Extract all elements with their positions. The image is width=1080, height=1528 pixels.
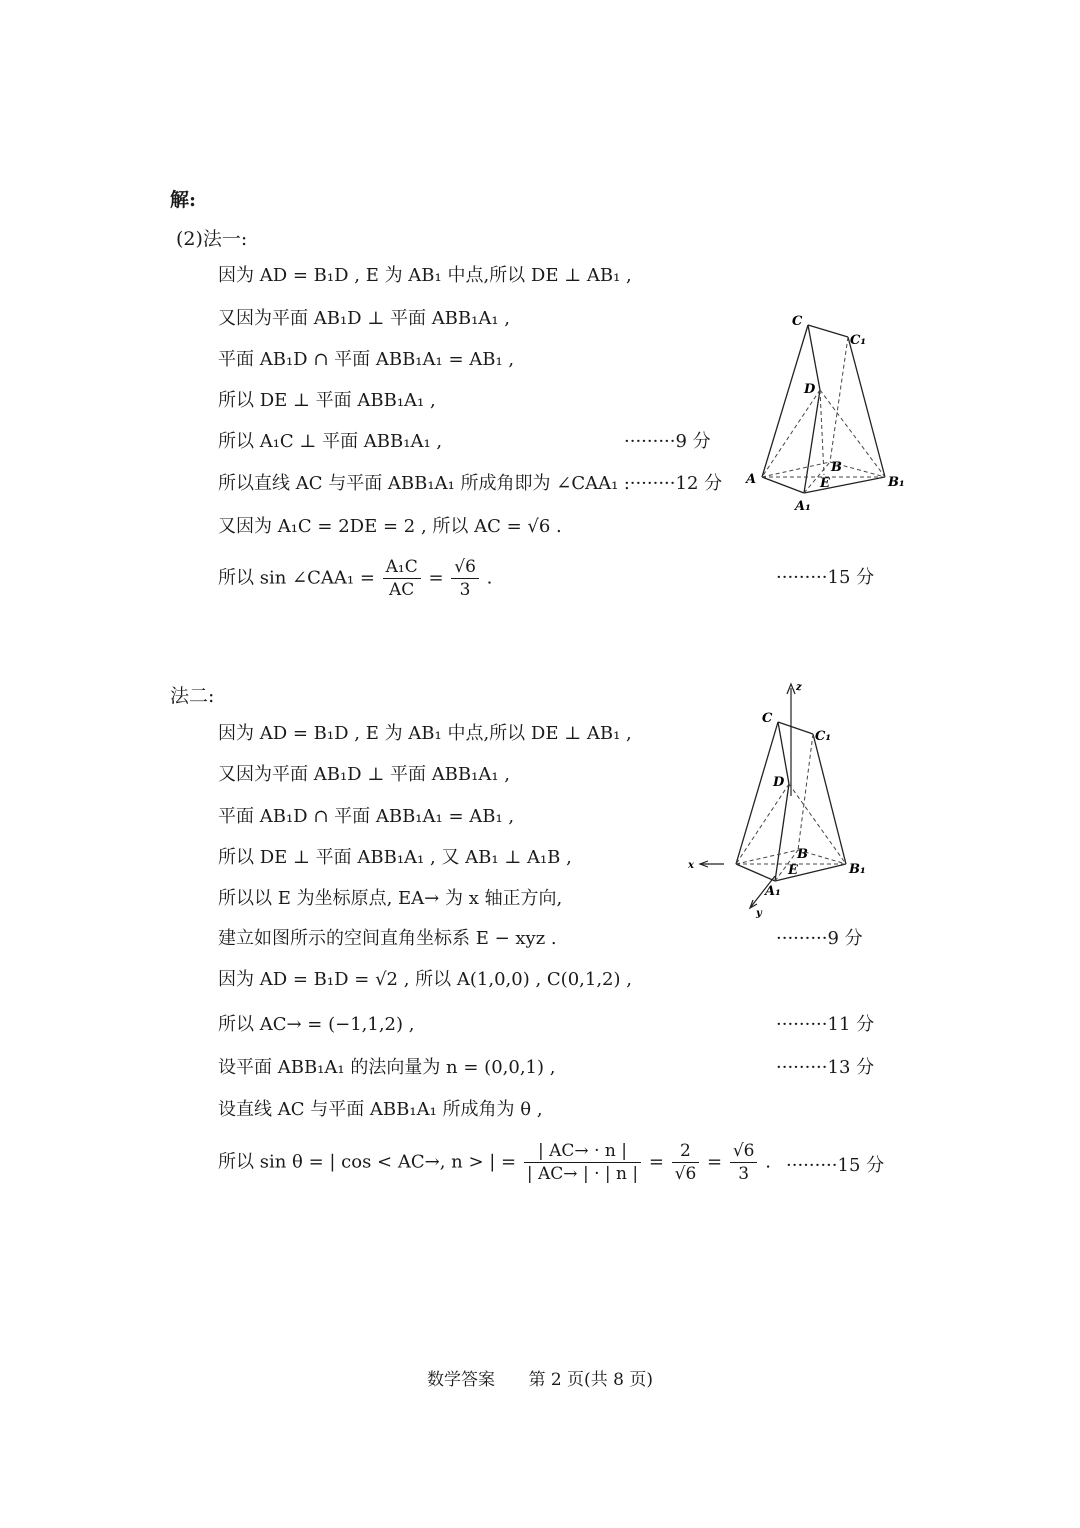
- m2-frac3-den: 3: [738, 1164, 750, 1184]
- m1-score-15: ·········15 分: [776, 567, 875, 588]
- m2-score-11: ·········11 分: [776, 1014, 875, 1035]
- fig2-label-z: z: [796, 682, 802, 693]
- m2-line-4: 所以 DE ⊥ 平面 ABB₁A₁ , 又 AB₁ ⊥ A₁B ,: [218, 847, 572, 868]
- m2-frac2-den: √6: [674, 1164, 697, 1184]
- m2-fraction-3: [730, 1140, 758, 1185]
- page-footer: [0, 1365, 1080, 1390]
- m2-eq2: =: [701, 1151, 728, 1173]
- method2-heading: 法二:: [170, 685, 215, 707]
- m2-fraction-1: [524, 1140, 641, 1185]
- fig2-label-d: D: [773, 775, 785, 790]
- m1-frac1-num: A₁C: [383, 556, 421, 579]
- fig2-label-a1: A₁: [765, 884, 781, 899]
- m1-frac1-den: AC: [389, 580, 415, 600]
- m1-fraction-1: [383, 556, 421, 601]
- m1-line-3: 平面 AB₁D ∩ 平面 ABB₁A₁ = AB₁ ,: [218, 349, 515, 370]
- m2-frac3-num: √6: [730, 1140, 758, 1163]
- m2-line-8: 所以 AC→ = (−1,1,2) ,: [218, 1014, 415, 1035]
- figure-prism-1: [740, 305, 920, 520]
- fig2-label-c1: C₁: [815, 729, 832, 744]
- m1-line-2: 又因为平面 AB₁D ⊥ 平面 ABB₁A₁ ,: [218, 308, 511, 329]
- m2-line-3: 平面 AB₁D ∩ 平面 ABB₁A₁ = AB₁ ,: [218, 806, 515, 827]
- m2-score-15: ·········15 分: [786, 1155, 885, 1176]
- fig1-label-a1: A₁: [795, 499, 811, 514]
- fig1-label-b: B: [831, 460, 842, 475]
- m1-frac2-den: 3: [459, 580, 471, 600]
- m2-score-9: ·········9 分: [776, 928, 863, 949]
- m2-line-9: 设平面 ABB₁A₁ 的法向量为 n = (0,0,1) ,: [218, 1057, 556, 1078]
- fig2-label-e: E: [788, 863, 798, 878]
- m2-line-5: 所以以 E 为坐标原点, EA→ 为 x 轴正方向,: [218, 888, 563, 909]
- m1-line-5: 所以 A₁C ⊥ 平面 ABB₁A₁ ,: [218, 431, 443, 452]
- fig2-label-c: C: [762, 711, 773, 726]
- m1-sin-prefix: 所以 sin ∠CAA₁ =: [218, 567, 381, 589]
- fig1-label-c1: C₁: [850, 333, 867, 348]
- fig1-label-d: D: [804, 382, 816, 397]
- footer-page-number: 第 2 页(共 8 页): [528, 1370, 653, 1390]
- m1-fraction-2: [451, 556, 479, 601]
- m2-frac1-num: | AC→ · n |: [524, 1140, 641, 1163]
- m2-suffix: .: [759, 1151, 771, 1173]
- m1-line-8: [218, 556, 492, 601]
- m1-line-7: 又因为 A₁C = 2DE = 2 , 所以 AC = √6 .: [218, 516, 562, 537]
- m2-frac2-num: 2: [672, 1140, 700, 1163]
- figure-prism-2: [680, 676, 880, 921]
- m2-line-2: 又因为平面 AB₁D ⊥ 平面 ABB₁A₁ ,: [218, 764, 511, 785]
- part-label: (2)法一:: [176, 228, 248, 250]
- m2-line-10: 设直线 AC 与平面 ABB₁A₁ 所成角为 θ ,: [218, 1099, 543, 1120]
- m1-line-6: 所以直线 AC 与平面 ABB₁A₁ 所成角即为 ∠CAA₁ .: [218, 473, 630, 494]
- m2-fraction-2: [672, 1140, 700, 1185]
- footer-subject: 数学答案: [427, 1370, 496, 1390]
- m2-score-13: ·········13 分: [776, 1057, 875, 1078]
- m1-score-9: ·········9 分: [624, 431, 711, 452]
- fig2-label-x: x: [688, 860, 694, 871]
- fig1-label-c: C: [792, 314, 803, 329]
- fig2-label-y: y: [756, 908, 762, 919]
- m2-line-1: 因为 AD = B₁D , E 为 AB₁ 中点,所以 DE ⊥ AB₁ ,: [218, 723, 632, 744]
- m1-suffix: .: [480, 567, 493, 589]
- m1-line-4: 所以 DE ⊥ 平面 ABB₁A₁ ,: [218, 390, 436, 411]
- fig1-label-a: A: [746, 472, 757, 487]
- m1-frac2-num: √6: [451, 556, 479, 579]
- m2-line-6: 建立如图所示的空间直角坐标系 E − xyz .: [218, 928, 557, 949]
- m2-frac1-den: | AC→ | · | n |: [526, 1164, 639, 1184]
- fig2-label-b1: B₁: [849, 862, 866, 877]
- solution-label: 解:: [170, 189, 197, 211]
- m2-line-11: [218, 1140, 771, 1185]
- m2-eq1: =: [643, 1151, 670, 1173]
- m2-line-7: 因为 AD = B₁D = √2 , 所以 A(1,0,0) , C(0,1,2) ,: [218, 969, 632, 990]
- m1-score-12: ·········12 分: [624, 473, 723, 494]
- m1-line-1: 因为 AD = B₁D , E 为 AB₁ 中点,所以 DE ⊥ AB₁ ,: [218, 265, 632, 286]
- m2-sin-prefix: 所以 sin θ = | cos < AC→, n > | =: [218, 1151, 522, 1173]
- fig1-label-b1: B₁: [888, 475, 905, 490]
- fig1-label-e: E: [820, 476, 830, 491]
- m1-equals: =: [422, 567, 450, 589]
- fig2-label-b: B: [797, 847, 808, 862]
